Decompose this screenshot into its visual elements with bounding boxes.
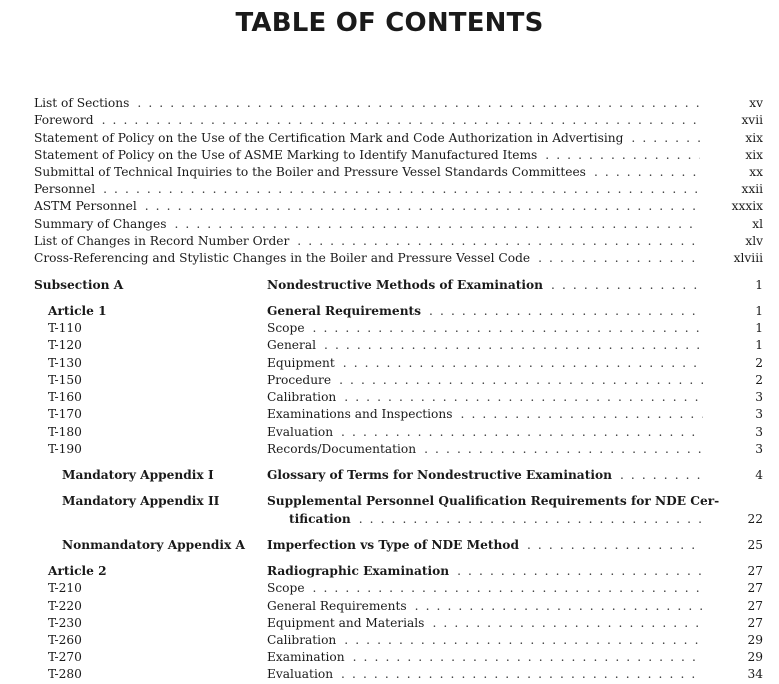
toc-row-front[interactable] — [0, 112, 779, 129]
item-title: Equipment — [267, 356, 335, 370]
page-number: xl — [752, 217, 763, 231]
appendix-title-line2: tification — [289, 512, 351, 526]
article-title: Radiographic Examination — [267, 564, 450, 578]
page-number: 2 — [755, 356, 763, 370]
toc-row-item[interactable] — [0, 372, 779, 389]
page-number: 3 — [755, 442, 763, 456]
item-label: T-230 — [48, 616, 82, 630]
entry-label: Foreword — [34, 113, 94, 127]
dot-leader — [103, 181, 700, 198]
toc-row-article[interactable] — [0, 303, 779, 320]
item-title: Scope — [267, 581, 305, 595]
page-number: xlviii — [733, 251, 763, 265]
dot-leader — [424, 441, 703, 458]
entry-label: Statement of Policy on the Use of the Certification Mark and Code Authorization in Advertising — [34, 131, 624, 145]
item-title: Calibration — [267, 390, 337, 404]
entry-label: List of Changes in Record Number Order — [34, 234, 290, 248]
entry-label: Summary of Changes — [34, 217, 167, 231]
page-number: 27 — [747, 599, 763, 613]
dot-leader — [313, 320, 703, 337]
page-title: TABLE OF CONTENTS — [235, 8, 544, 38]
toc-row-item[interactable] — [0, 389, 779, 406]
dot-leader — [344, 389, 703, 406]
page-number: 1 — [755, 338, 763, 352]
toc-row-item[interactable] — [0, 355, 779, 372]
dot-leader — [353, 649, 703, 666]
dot-leader — [594, 164, 700, 181]
dot-leader — [339, 372, 703, 389]
item-title: Evaluation — [267, 425, 334, 439]
toc-row-item[interactable] — [0, 666, 779, 683]
toc-row-item[interactable] — [0, 406, 779, 423]
page-number: 34 — [747, 667, 763, 681]
toc-row-appendix[interactable] — [0, 493, 779, 510]
toc-row-item[interactable] — [0, 337, 779, 354]
page-number: xix — [745, 131, 763, 145]
article-label: Article 2 — [48, 564, 107, 578]
dot-leader — [145, 198, 700, 215]
toc-row-appendix[interactable] — [0, 537, 779, 554]
dot-leader — [341, 424, 703, 441]
dot-leader — [341, 666, 703, 683]
appendix-title: Glossary of Terms for Nondestructive Examination — [267, 468, 612, 482]
toc-row-front[interactable] — [0, 147, 779, 164]
toc-row-item[interactable] — [0, 615, 779, 632]
page-number: 29 — [747, 650, 763, 664]
entry-label: Cross-Referencing and Stylistic Changes in the Boiler and Pressure Vessel Code — [34, 251, 531, 265]
toc-row-item[interactable] — [0, 649, 779, 666]
page-number: 3 — [755, 425, 763, 439]
dot-leader — [359, 511, 703, 528]
item-label: T-260 — [48, 633, 82, 647]
page-number: xxii — [741, 182, 763, 196]
article-title: General Requirements — [267, 304, 422, 318]
item-title: Records/Documentation — [267, 442, 417, 456]
dot-leader — [324, 337, 703, 354]
dot-leader — [313, 580, 703, 597]
page-number: 27 — [747, 564, 763, 578]
dot-leader — [174, 216, 700, 233]
item-label: T-270 — [48, 650, 82, 664]
dot-leader — [102, 112, 700, 129]
entry-label: Personnel — [34, 182, 96, 196]
toc-row-appendix-cont[interactable] — [0, 511, 779, 528]
toc-row-front[interactable] — [0, 198, 779, 215]
item-label: T-210 — [48, 581, 82, 595]
item-title: Examinations and Inspections — [267, 407, 453, 421]
item-label: T-160 — [48, 390, 82, 404]
page-number: 1 — [755, 278, 763, 292]
item-label: T-110 — [48, 321, 82, 335]
dot-leader — [527, 537, 703, 554]
dot-leader — [551, 277, 703, 294]
item-title: General Requirements — [267, 599, 407, 613]
dot-leader — [538, 250, 700, 267]
toc-row-front[interactable] — [0, 250, 779, 267]
page-number: xlv — [745, 234, 763, 248]
entry-label: ASTM Personnel — [34, 199, 137, 213]
page-number: 1 — [755, 304, 763, 318]
entry-label: List of Sections — [34, 96, 130, 110]
section-label: Subsection A — [34, 278, 124, 292]
appendix-title-line1: Supplemental Personnel Qualification Requirements for NDE Cer- — [267, 494, 720, 508]
item-label: T-150 — [48, 373, 82, 387]
toc-row-item[interactable] — [0, 598, 779, 615]
page-number: 25 — [747, 538, 763, 552]
page-number: 22 — [747, 512, 763, 526]
toc-row-item[interactable] — [0, 580, 779, 597]
page-number: 2 — [755, 373, 763, 387]
item-label: T-180 — [48, 425, 82, 439]
appendix-label: Mandatory Appendix II — [62, 494, 220, 508]
page-number: 27 — [747, 616, 763, 630]
entry-label: Submittal of Technical Inquiries to the Boiler and Pressure Vessel Standards Committees — [34, 165, 586, 179]
toc-row-article[interactable] — [0, 563, 779, 580]
toc-row-item[interactable] — [0, 320, 779, 337]
appendix-label: Mandatory Appendix I — [62, 468, 214, 482]
item-label: T-170 — [48, 407, 82, 421]
toc-row-appendix[interactable] — [0, 467, 779, 484]
appendix-label: Nonmandatory Appendix A — [62, 538, 245, 552]
toc-row-front[interactable] — [0, 164, 779, 181]
page-number: 4 — [755, 468, 763, 482]
dot-leader — [545, 147, 700, 164]
item-label: T-120 — [48, 338, 82, 352]
dot-leader — [297, 233, 700, 250]
page-number: 29 — [747, 633, 763, 647]
article-label: Article 1 — [48, 304, 107, 318]
item-title: Equipment and Materials — [267, 616, 425, 630]
dot-leader — [457, 563, 703, 580]
page-number: 1 — [755, 321, 763, 335]
toc-row-subsection[interactable] — [0, 277, 779, 294]
item-label: T-130 — [48, 356, 82, 370]
page-number: xxxix — [731, 199, 763, 213]
page-number: xix — [745, 148, 763, 162]
item-title: Evaluation — [267, 667, 334, 681]
toc-row-item[interactable] — [0, 441, 779, 458]
dot-leader — [415, 598, 703, 615]
page-number: 3 — [755, 407, 763, 421]
toc-row-item[interactable] — [0, 632, 779, 649]
dot-leader — [343, 355, 703, 372]
item-title: Examination — [267, 650, 345, 664]
item-title: Calibration — [267, 633, 337, 647]
toc-row-front[interactable] — [0, 95, 779, 112]
entry-label: Statement of Policy on the Use of ASME Marking to Identify Manufactured Items — [34, 148, 538, 162]
dot-leader — [620, 467, 703, 484]
appendix-title: Imperfection vs Type of NDE Method — [267, 538, 519, 552]
toc-row-front[interactable] — [0, 216, 779, 233]
page-number: xvii — [741, 113, 763, 127]
dot-leader — [429, 303, 703, 320]
toc-row-front[interactable] — [0, 130, 779, 147]
page-number: 27 — [747, 581, 763, 595]
item-label: T-220 — [48, 599, 82, 613]
section-title: Nondestructive Methods of Examination — [267, 278, 544, 292]
toc-row-item[interactable] — [0, 424, 779, 441]
dot-leader — [137, 95, 700, 112]
item-label: T-280 — [48, 667, 82, 681]
toc-row-front[interactable] — [0, 233, 779, 250]
item-title: Scope — [267, 321, 305, 335]
page-number: xv — [749, 96, 763, 110]
toc-row-front[interactable] — [0, 181, 779, 198]
page-number: xx — [749, 165, 763, 179]
page-number: 3 — [755, 390, 763, 404]
item-title: Procedure — [267, 373, 332, 387]
item-title: General — [267, 338, 316, 352]
dot-leader — [432, 615, 703, 632]
dot-leader — [631, 130, 700, 147]
item-label: T-190 — [48, 442, 82, 456]
dot-leader — [461, 406, 703, 423]
dot-leader — [344, 632, 703, 649]
